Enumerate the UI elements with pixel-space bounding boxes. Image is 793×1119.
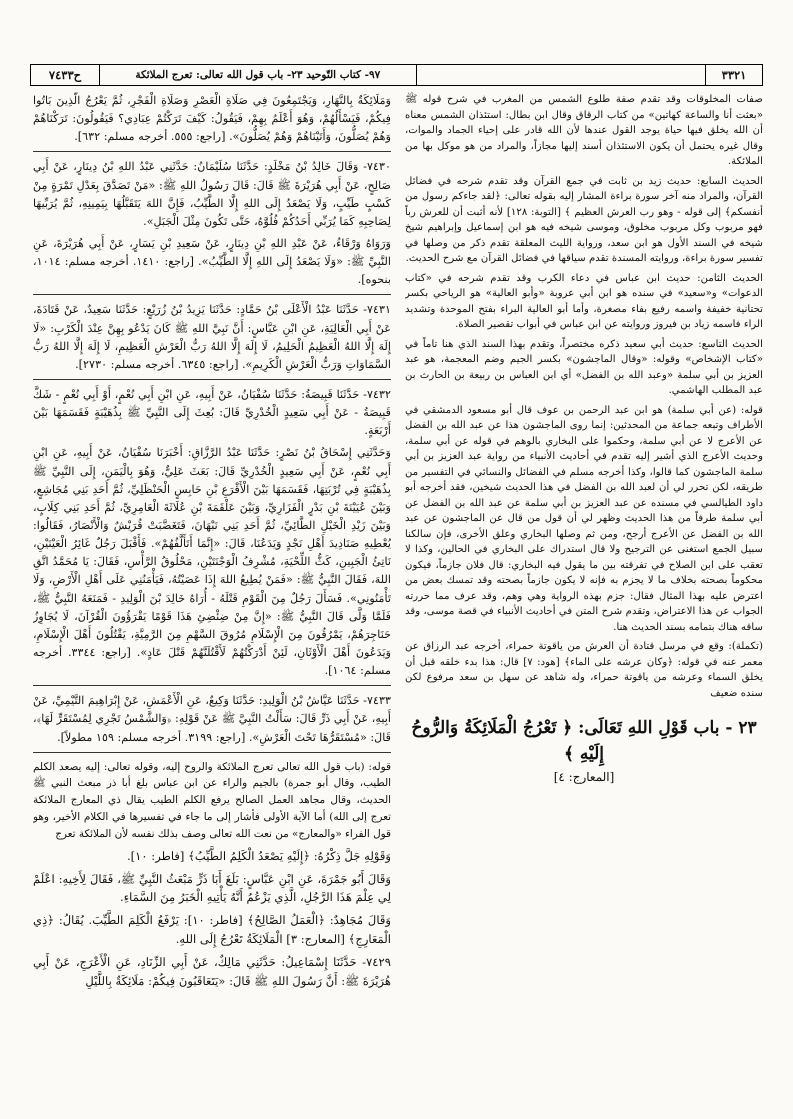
hadith-paragraph: وَرَوَاهُ وَرْقَاءُ، عَنْ عَبْدِ اللهِ بْنِ دِينَارٍ، عَنْ سَعِيدِ بْنِ يَسَارٍ، عَنْ أَبِي هُرَيْرَةَ، عَنِ النَّبِيِّ ﷺ: «وَلَا يَصْعَدُ إِلَى اللهِ إِلَّا الطَّيِّبُ». [راجع: ١٤١٠. أخرجه مسلم: ١٠١٤، بنحوه].: [33, 236, 391, 287]
divider: [33, 752, 391, 753]
chapter-ref: [المعارج: ٤]: [553, 769, 615, 784]
commentary-paragraph: (تكملة): وقع في مرسل قتادة أن العرش من ياقوتة حمراء، أخرجه عبد الرزاق عن معمر عنه في قوله: ﴿وكان عرشه على الماء﴾ [هود: ٧] قال: هذا بدء خلقه قبل أن يخلق السماء وعرشه من ياقوتة حمراء، وله شاهد عن سهل بن سعد مرفوع لكن سنده ضعيف: [405, 641, 763, 699]
page-number: ٣٣٢١: [705, 65, 762, 85]
commentary-paragraph: قوله: (عن أبي سلمة) هو ابن عبد الرحمن بن عوف قال أبو مسعود الدمشقي في الأطراف وتبعه جماعة من المحدثين: إنما روى الماجشون هذا عن عبد الله بن الفضل عن الأعرج لا عن أبي سلمة، وحكموا على البخاري بالوهم في قوله عن أبي سلمة، وحديث الأعرج الذي أشير إليه تقدم في أحاديث الأنبياء من رواية عبد العزيز بن أبي سلمة الماجشون كما قالوا، وكذا أخرجه مسلم في الفضائل والنسائي في التفسير من طريقه، لكن تحرر لي أن لعبد الله بن الفضل في هذا الحديث شيخين، فقد أخرجه أبو داود الطيالسي في مسنده عن عبد العزيز بن أبي سلمة عن عبد الله بن الفضل عن أبي سلمة طرفاً من هذا الحديث وظهر لي أن قول من قال عن الماجشون عن عبد الله بن الفضل عن الأعرج أرجح، ومن ثم وصلها البخاري وعلق الأخرى، فإن سالكنا سبيل الجمع استغنى عن الترجيح ولا قال استدراك على البخاري في الحالين، وكذا لا تعقب على ابن الصلاح في تفرقته بين ما يقول فيه البخاري: قال فلان جازماً، فيكون محكوماً بصحته بخلاف ما لا يجزم به فإنه لا يكون جازماً بصحته وقد تمسك بعض من اعترض عليه بهذا المثال فقال: جزم بهذه الرواية وهي وهم، وقد عرف مما حررته الجواب عن هذا الاعتراض، وتقدم شرح المتن في أحاديث الأنبياء في قصة موسى، وقد ساقه هناك بتمامه بسند الحديث هنا.: [405, 404, 763, 633]
chapter-heading: [405, 715, 763, 786]
hadith-range: ح٧٤٣٣: [48, 68, 82, 82]
chapter-title: ٢٣ - باب قَوْلِ اللهِ تَعَالَى: ﴿ تَعْرُجُ الْمَلَائِكَةُ وَالرُّوحُ إِلَيْهِ ﴾: [411, 718, 757, 765]
hadith-paragraph: ٧٤٢٩- حَدَّثَنَا إِسْمَاعِيلُ: حَدَّثَنِي مَالِكٌ، عَنْ أَبِي الزِّنَادِ، عَنِ الْأَعْرَجِ، عَنْ أَبِي هُرَيْرَةَ ﷺ: أَنَّ رَسُولَ اللهِ ﷺ قَالَ: «يَتَعَاقَبُونَ فِيكُمْ: مَلَائِكَةٌ بِاللَّيْلِ: [33, 954, 391, 988]
commentary-note: قوله: (باب قول الله تعالى تعرج الملائكة والروح إليه، وقوله تعالى: إليه يصعد الكلم الطيب، وقال أبو جمرة) بالجيم والراء عن ابن عباس بلغ أبا ذر مبعث النبي ﷺ الحديث، وقال مجاهد العمل الصالح يرفع الكلم الطيب يقال ذي المعارج الملائكة تعرج إلى الله) أما الآية الأولى فأشار إلى ما جاء في تفسيرها في الكلام الأخير، وهو قول الفراء «والمعارج» من نعت الله تعالى وصف بذلك نفسه لأن الملائكة تعرج: [33, 760, 391, 841]
hadith-paragraph: وَمَلَائِكَةٌ بِالنَّهَارِ، وَيَجْتَمِعُونَ فِي صَلَاةِ الْعَصْرِ وَصَلَاةِ الْفَجْرِ، ثُمَّ يَعْرُجُ الَّذِينَ بَاتُوا فِيكُمْ، فَيَسْأَلُهُمْ، وَهُوَ أَعْلَمُ بِهِمْ، فَيَقُولُ: كَيْفَ تَرَكْتُمْ عِبَادِي؟ فَيَقُولُونَ: تَرَكْنَاهُمْ وَهُمْ يُصَلُّونَ، وَأَتَيْنَاهُمْ وَهُمْ يُصَلُّونَ». [راجع: ٥٥٥. أخرجه مسلم: ٦٣٢].: [33, 94, 391, 144]
hadith-paragraph: ٧٤٣٢- حَدَّثَنَا قَبِيصَةُ: حَدَّثَنَا سُفْيَانُ، عَنْ أَبِيهِ، عَنِ ابْنِ أَبِي نُعْمٍ، أَوْ أَبِي نُعْمٍ - شَكَّ قَبِيصَةُ - عَنْ أَبِي سَعِيدٍ الْخُدْرِيِّ قَالَ: بُعِثَ إِلَى النَّبِيِّ ﷺ بِذُهَيْبَةٍ فَقَسَمَهَا بَيْنَ أَرْبَعَةٍ.: [33, 387, 391, 438]
hadith-column: [33, 92, 391, 1092]
running-header: [30, 64, 763, 86]
divider: [33, 685, 391, 686]
hadith-paragraph: ٧٤٣١- حَدَّثَنَا عَبْدُ الْأَعْلَى بْنُ حَمَّادٍ: حَدَّثَنَا يَزِيدُ بْنُ زُرَيْعٍ: حَدَّثَنَا سَعِيدٌ، عَنْ قَتَادَةَ، عَنْ أَبِي الْعَالِيَةِ، عَنِ ابْنِ عَبَّاسٍ: أَنَّ نَبِيَّ اللهِ ﷺ كَانَ يَدْعُو بِهِنَّ عِنْدَ الْكَرْبِ: «لَا إِلَهَ إِلَّا اللهُ الْعَظِيمُ الْحَلِيمُ، لَا إِلَهَ إِلَّا اللهُ رَبُّ الْعَرْشِ الْعَظِيمِ، لَا إِلَهَ إِلَّا اللهُ رَبُّ السَّمَاوَاتِ وَرَبُّ الْعَرْشِ الْكَرِيمِ». [راجع: ٦٣٤٥. أخرجه مسلم: ٢٧٣٠].: [33, 303, 391, 371]
divider: [33, 294, 391, 295]
commentary-paragraph: الحديث الثامن: حديث ابن عباس في دعاء الكرب وقد تقدم شرحه في «كتاب الدعوات» و«سعيد» في سنده هو ابن أبي عروبة «وأبو العالية» هو الرياحي بكسر تحتانية خفيفة واسمه رفيع بفاء مصغرة، وأما أبو العالية البراء بفتح الموحدة وتشديد الراء فاسمه زياد بن فيروز وروايته عن ابن عباس في أبواب تقصير الصلاة.: [405, 272, 763, 330]
chapter-text: وَقَوْلِهِ جَلَّ ذِكْرُهُ: ﴿إِلَيْهِ يَصْعَدُ الْكَلِمُ الطَّيِّبُ﴾ [فاطر: ١٠].: [126, 848, 391, 863]
commentary-paragraph: الحديث السابع: حديث زيد بن ثابت في جمع القرآن وقد تقدم شرحه في فضائل القرآن، والمراد منه آخر سورة براءة المشار إليه بقوله تعالى: ﴿لقد جاءكم رسول من أنفسكم﴾ إلى قوله - وهو رب العرش العظيم ﴾ [التوبة: ١٢٨] لأنه أثبت أن للعرش رباً فهو مربوب وكل مربوب مخلوق، وموسى شيخه فيه هو ابن إسماعيل وإبراهيم شيخ شيخه في السند الأول هو ابن سعد، ورواية الليث المعلقة تقدم ذكر من وصلها في تفسير سورة براءة، وروايته المسندة تقدم سياقها في فضائل القرآن مع شرح الحديث.: [405, 175, 763, 264]
commentary-paragraph: صفات المخلوقات وقد تقدم صفة طلوع الشمس من المغرب في شرح قوله ﷺ «بعثت أنا والساعة كهاتين» من كتاب الرقاق وقال ابن بطال: استئذان الشمس معناه أن الله يخلق فيها حياة يوجد القول عندها لأن الله قادر على إحياء الجماد والموات، وقال غيره يحتمل أن يكون الاستئذان أسند إليها مجازاً، والمراد من هو موكل بها من الملائكة.: [405, 94, 763, 167]
hadith-paragraph: ٧٤٣٠- وَقَالَ خَالِدُ بْنُ مَخْلَدٍ: حَدَّثَنَا سُلَيْمَانُ: حَدَّثَنِي عَبْدُ اللهِ بْنُ دِينَارٍ، عَنْ أَبِي صَالِحٍ، عَنْ أَبِي هُرَيْرَةَ ﷺ قَالَ: قَالَ رَسُولُ اللهِ ﷺ: «مَنْ تَصَدَّقَ بِعَدْلِ تَمْرَةٍ مِنْ كَسْبٍ طَيِّبٍ، وَلَا يَصْعَدُ إِلَى اللهِ إِلَّا الطَّيِّبُ، فَإِنَّ اللهَ يَتَقَبَّلُهَا بِيَمِينِهِ، ثُمَّ يُرَبِّيهَا لِصَاحِبِهِ كَمَا يُرَبِّي أَحَدُكُمْ فُلُوَّهُ، حَتَّى تَكُونَ مِثْلَ الْجَبَلِ».: [33, 160, 391, 228]
header-spacer: [416, 65, 705, 85]
hadith-paragraph: ٧٤٣٣- حَدَّثَنَا عَيَّاشُ بْنُ الْوَلِيدِ: حَدَّثَنَا وَكِيعٌ، عَنِ الْأَعْمَشِ، عَنْ إِبْرَاهِيمَ التَّيْمِيِّ، عَنْ أَبِيهِ، عَنْ أَبِي ذَرٍّ قَالَ: سَأَلْتُ النَّبِيَّ ﷺ عَنْ قَوْلِهِ: ﴿وَالشَّمْسُ تَجْرِي لِمُسْتَقَرٍّ لَهَا﴾، قَالَ: «مُسْتَقَرُّهَا تَحْتَ الْعَرْشِ». [راجع: ٣١٩٩. أخرجه مسلم: ١٥٩ مطولاً].: [33, 694, 391, 744]
hadith-paragraph: وَحَدَّثَنِي إِسْحَاقُ بْنُ نَصْرٍ: حَدَّثَنَا عَبْدُ الرَّزَّاقِ: أَخْبَرَنَا سُفْيَانُ، عَنْ أَبِيهِ، عَنِ ابْنِ أَبِي نُعْمٍ، عَنْ أَبِي سَعِيدٍ الْخُدْرِيِّ قَالَ: بَعَثَ عَلِيٌّ، وَهُوَ بِالْيَمَنِ، إِلَى النَّبِيِّ ﷺ بِذُهَيْبَةٍ فِي تُرْبَتِهَا، فَقَسَمَهَا بَيْنَ الْأَقْرَعِ بْنِ حَابِسٍ الْحَنْظَلِيِّ، ثُمَّ أَحَدِ بَنِي مُجَاشِعٍ، وَبَيْنَ عُيَيْنَةَ بْنِ بَدْرٍ الْفَزَارِيِّ، وَبَيْنَ عَلْقَمَةَ بْنِ عُلَاثَةَ الْعَامِرِيِّ، ثُمَّ أَحَدِ بَنِي كِلَابٍ، وَبَيْنَ زَيْدِ الْخَيْلِ الطَّائِيِّ، ثُمَّ أَحَدِ بَنِي نَبْهَانَ، فَتَغَضَّبَتْ قُرَيْشٌ وَالْأَنْصَارُ، فَقَالُوا: يُعْطِيهِ صَنَادِيدَ أَهْلِ نَجْدٍ وَيَدَعُنَا، قَالَ: «إِنَّمَا أَتَأَلَّفُهُمْ». فَأَقْبَلَ رَجُلٌ غَائِرُ الْعَيْنَيْنِ، نَاتِئُ الْجَبِينِ، كَثُّ اللِّحْيَةِ، مُشْرِفُ الْوَجْنَتَيْنِ، مَحْلُوقُ الرَّأْسِ، فَقَالَ: يَا مُحَمَّدُ اتَّقِ اللهَ، فَقَالَ النَّبِيُّ ﷺ: «فَمَنْ يُطِيعُ اللهَ إِذَا عَصَيْتُهُ، فَيَأْمَنُنِي عَلَى أَهْلِ الْأَرْضِ، وَلَا تَأْمَنُونِي». فَسَأَلَ رَجُلٌ مِنَ الْقَوْمِ قَتْلَهُ - أُرَاهُ خَالِدَ بْنَ الْوَلِيدِ - فَمَنَعَهُ النَّبِيُّ ﷺ، فَلَمَّا وَلَّى قَالَ النَّبِيُّ ﷺ: «إِنَّ مِنْ ضِئْضِئِ هَذَا قَوْمًا يَقْرَؤُونَ الْقُرْآنَ، لَا يُجَاوِزُ حَنَاجِرَهُمْ، يَمْرُقُونَ مِنَ الْإِسْلَامِ مُرُوقَ السَّهْمِ مِنَ الرَّمِيَّةِ، يَقْتُلُونَ أَهْلَ الْإِسْلَامِ، وَيَدَعُونَ أَهْلَ الْأَوْثَانِ، لَئِنْ أَدْرَكْتُهُمْ لَأَقْتُلَنَّهُمْ قَتْلَ عَادٍ». [راجع: ٣٣٤٤. أخرجه مسلم: ١٠٦٤].: [33, 446, 391, 678]
chapter-text: وَقَالَ أَبُو جَمْرَةَ، عَنِ ابْنِ عَبَّاسٍ: بَلَغَ أَبَا ذَرٍّ مَبْعَثُ النَّبِيِّ ﷺ، فَقَالَ لِأَخِيهِ: اعْلَمْ لِي عِلْمَ هَذَا الرَّجُلِ، الَّذِي يَزْعُمُ أَنَّهُ يَأْتِيهِ الْخَبَرُ مِنَ السَّمَاءِ.: [33, 871, 391, 905]
commentary-paragraph: الحديث التاسع: حديث أبي سعيد ذكره مختصراً، وتقدم بهذا السند الذي هنا تاماً في «كتاب الإشخاص» وقوله: «وقال الماجشون» بكسر الجيم وضم المعجمة، هو عبد العزيز بن أبي سلمة «وعبد الله بن الفضل» أي ابن العباس بن ربيعة بن الحارث بن عبد المطلب الهاشمي.: [405, 338, 763, 396]
running-title: ٩٧- كتاب التّوحيد ٢٣- باب قول الله تعالى: تعرج الملائكة: [99, 65, 416, 85]
divider: [33, 151, 391, 152]
divider: [33, 379, 391, 380]
commentary-column: [405, 92, 763, 1092]
chapter-text: وَقَالَ مُجَاهِدٌ: ﴿الْعَمَلُ الصَّالِحُ﴾ [فاطر: ١٠]: يَرْفَعُ الْكَلِمَ الطَّيِّبَ. يُقَالُ: ﴿ذِي الْمَعَارِجِ﴾ [المعارج: ٣] الْمَلَائِكَةُ تَعْرُجُ إِلَى اللهِ.: [33, 913, 391, 946]
